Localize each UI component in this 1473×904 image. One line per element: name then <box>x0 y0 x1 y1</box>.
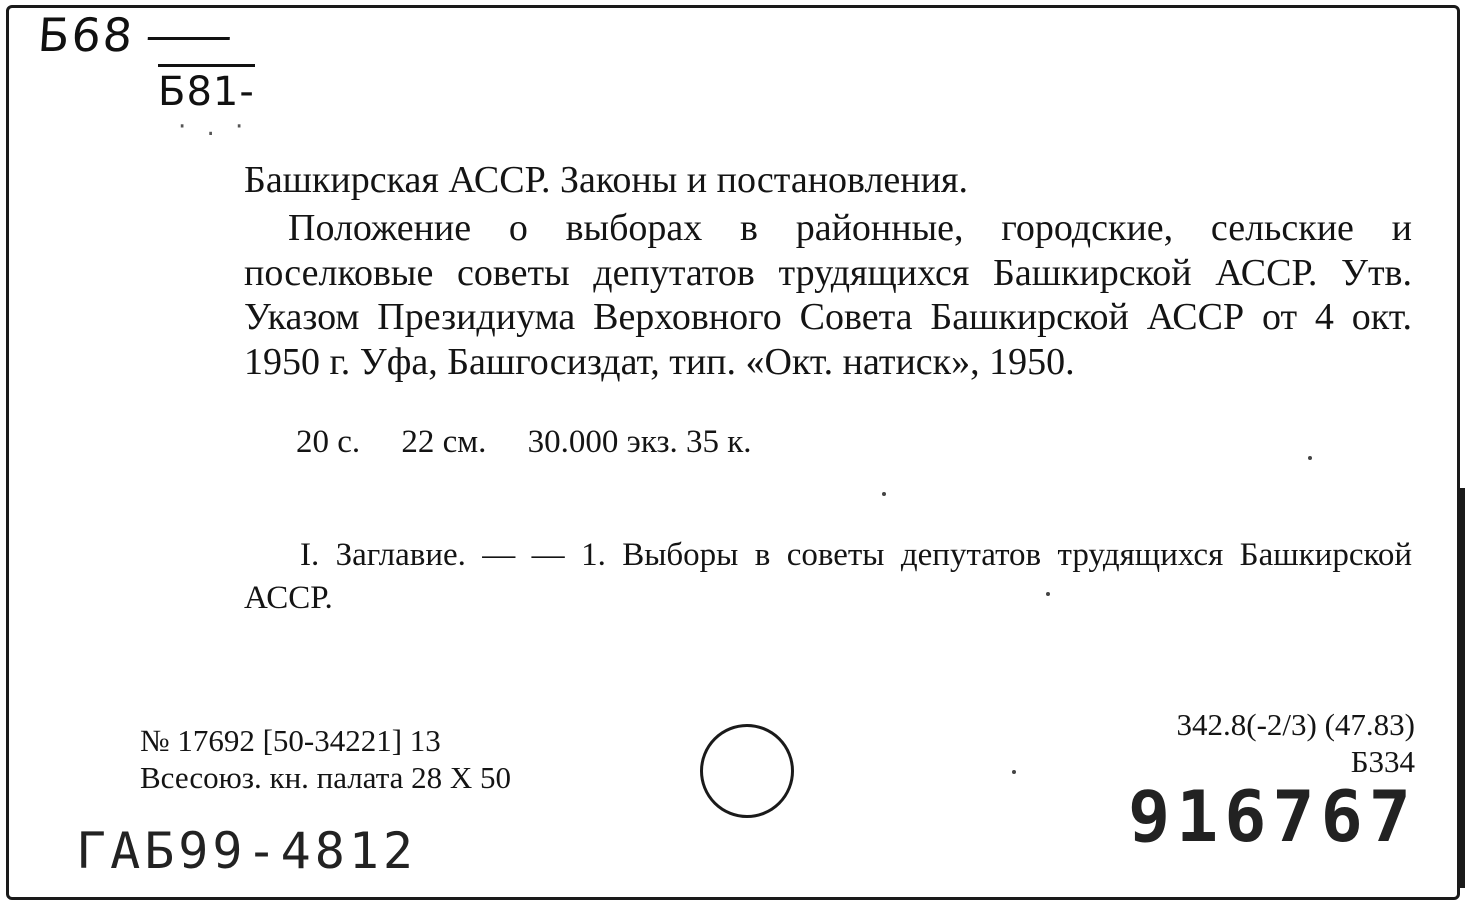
tracings <box>244 534 1412 620</box>
speck <box>1012 770 1016 774</box>
shelf-mark-line2: Б81- <box>158 64 255 115</box>
speck <box>882 492 886 496</box>
description-text: Положение о выборах в районные, городские, сельские и поселковые советы депутатов трудящихся Башкирской АССР. Утв. Указом Президиума Верховного Совета Башкирской АССР от 4 окт. 1950 г. Уфа, Башгосиздат, тип. «Окт. натиск», 1950. <box>244 207 1412 383</box>
classification-line2: Б334 <box>1350 744 1415 779</box>
number-stamp: 916767 <box>1128 776 1417 858</box>
shelf-mark-dash <box>148 37 230 40</box>
tracing-text: I. Заглавие. — — 1. Выборы в советы депутатов трудящихся Башкирской АССР. <box>244 537 1412 616</box>
archive-stamp: ГАБ99-4812 <box>76 822 418 880</box>
ink-specks: · . · <box>178 112 250 142</box>
shelf-mark-line1: Б68 <box>36 8 136 62</box>
collation-line: 20 с. 22 см. 30.000 экз. 35 к. <box>296 424 752 460</box>
classification-block <box>1177 706 1415 780</box>
speck <box>1046 592 1050 596</box>
circle-stamp <box>700 724 794 818</box>
card-number-block <box>140 722 511 796</box>
card-number-line1: № 17692 [50-34221] 13 <box>140 723 441 758</box>
bibliographic-description <box>244 206 1412 384</box>
card-heading: Башкирская АССР. Законы и постановления. <box>244 159 968 201</box>
card-number-line2: Всесоюз. кн. палата 28 Х 50 <box>140 760 512 795</box>
classification-line1: 342.8(-2/3) (47.83) <box>1176 707 1415 742</box>
shelf-mark-top <box>36 8 232 62</box>
speck <box>1308 456 1312 460</box>
